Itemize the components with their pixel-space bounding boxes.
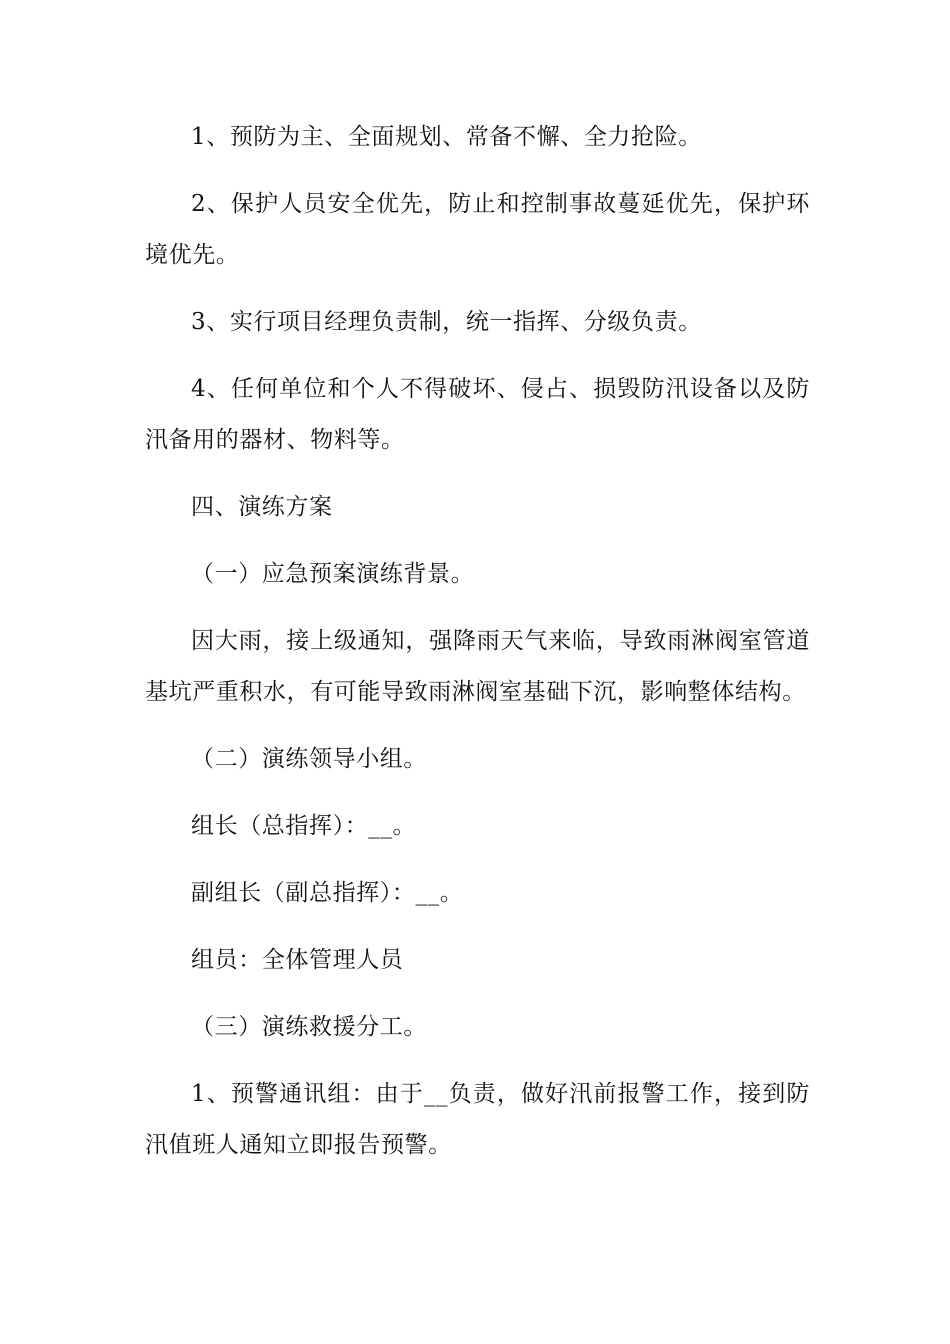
deputy-group-leader: 副组长（副总指挥）：__。	[191, 880, 464, 906]
principle-2: 2、保护人员安全优先，防止和控制事故蔓延优先，保护环境优先。	[145, 191, 810, 268]
warning-communication-team: 1、预警通讯组：由于__负责，做好汛前报警工作，接到防汛值班人通知立即报告预警。	[145, 1081, 810, 1158]
group-members: 组员：全体管理人员	[191, 947, 404, 973]
subsection-leadership-group: （二）演练领导小组。	[191, 746, 427, 772]
background-text: 因大雨，接上级通知，强降雨天气来临，导致雨淋阀室管道基坑严重积水，有可能导致雨淋阀室基础下沉，影响整体结构。	[145, 628, 810, 705]
section-heading-drill-plan: 四、演练方案	[191, 494, 333, 520]
principle-4: 4、任何单位和个人不得破坏、侵占、损毁防汛设备以及防汛备用的器材、物料等。	[145, 376, 810, 453]
subsection-rescue-division: （三）演练救援分工。	[191, 1014, 427, 1040]
subsection-background: （一）应急预案演练背景。	[191, 561, 475, 587]
principle-1: 1、预防为主、全面规划、常备不懈、全力抢险。	[191, 124, 702, 150]
principle-3: 3、实行项目经理负责制，统一指挥、分级负责。	[191, 309, 702, 335]
document-body	[145, 112, 810, 1187]
group-leader: 组长（总指挥）：__。	[191, 813, 417, 839]
